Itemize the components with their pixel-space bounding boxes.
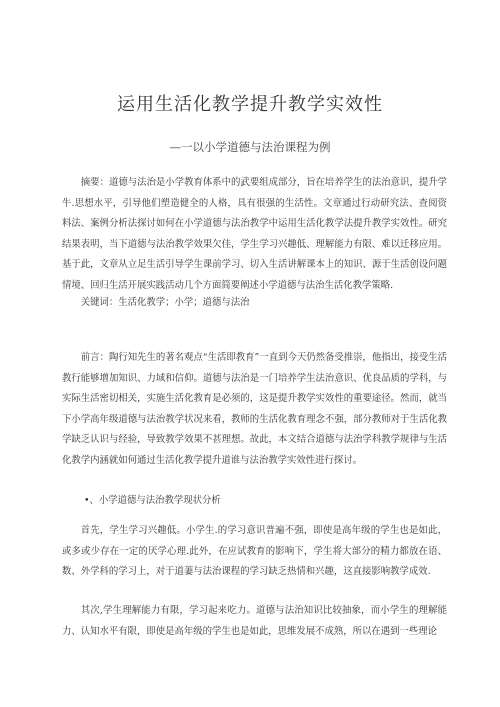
body-paragraph-1: 首先，学生学习兴趣低。小学生.的学习意识普遍不强，即使是高年级的学生也是如此，或多或少存在一定的厌学心理.此外，在应试教育的影响下，学生将大部分的精力都放在语、数、外学科的学习上，对于道萋与法治课程的学习缺乏热情和兴趣，这直接影响教学成效.: [62, 525, 447, 577]
body-paragraph-2: 其次,学生理解能力有限，学习起来吃力。道德与法治知识比较抽象，而小学生的理解能力、认知水平有限，即使是高年级的学生也是如此，思维发展不成熟，所以在遇到一些理论: [62, 605, 447, 637]
abstract-paragraph: 摘要：道德与法治是小学教育体系中的武要组成部分，旨在培养学生的法治意识，提升学牛.思想水平，引导他们塑造健全的人格，具有很强的生活性。文章通过行动研究法、查阅资料法、案例分析法探讨如何在小学道德与法治教学中运用生活化教学法提升教学实效性。研究结果表明，当下道德与法治教学效果欠佳，学生学习兴趣低、理解能力有限、难以迁移应用。基于此，文章从立足生活引导学生课前学习、切入生活讲解课本上的知识、源于生活创设问题情境、回归生活开展实践活动几个方面简要阐述小学道德与法治生活化教学策略.: [62, 177, 447, 291]
keywords-line: 关键词：生活化教学；小学；道德与法治: [80, 297, 250, 308]
preface-paragraph: 前言：陶行知先生的著名观点“生活即教育”一直到今天仍然备受推崇，他指出，接受生活教行能够增加知识、力域和信仰。道德与法治是一门培养学生法治意识、优良品质的学科，与实际生活密切相关，实施生活化教育是必须的，这是提升教学实效性的重要途径。然而，就当下小学高年级道德与法治教学状况来看，教师的生活化教育理念不强，部分教师对于生活化教学缺乏认识与经验，导致教学效果不甚理想。故此，本文结合道德与法治学科教学规律与生活化教学内涵就如何通过生活化教学提升道谁与法治教学实效性进行探讨。: [62, 352, 447, 466]
section-heading: •、小学道德与法治教学现状分析: [84, 495, 221, 506]
paper-title: 运用生活化教学提升教学实效性: [117, 94, 383, 115]
paper-subtitle: —一以小学道德与法治课程为例: [169, 140, 331, 154]
